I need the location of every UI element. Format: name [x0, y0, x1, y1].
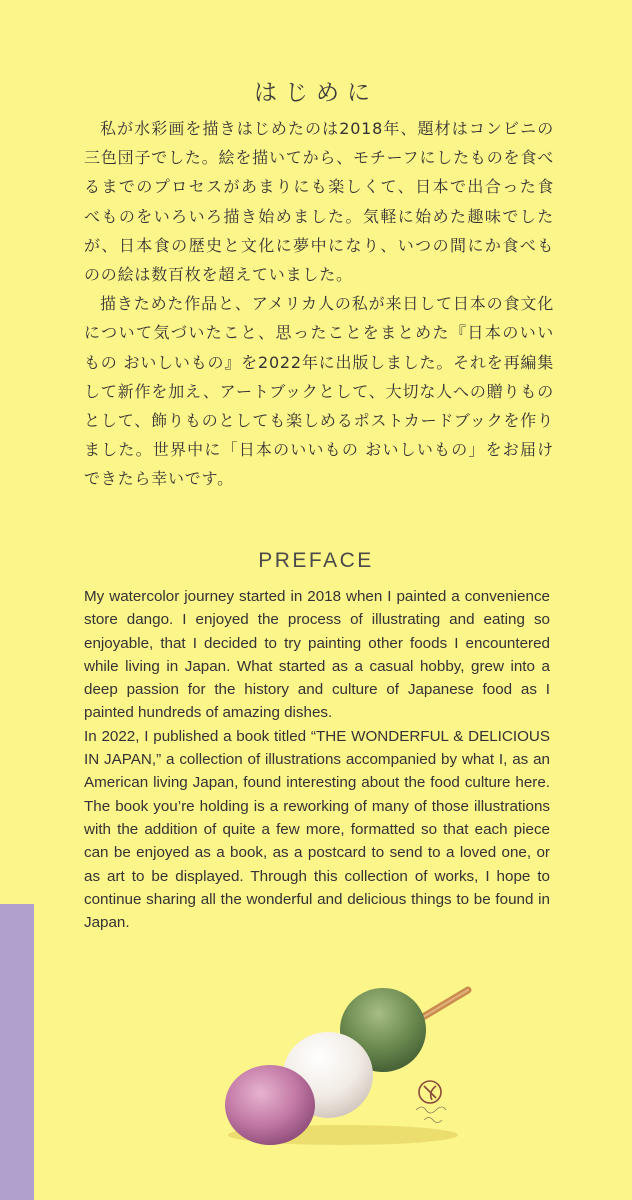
pink-dango	[225, 1065, 315, 1145]
japanese-body	[84, 114, 554, 494]
artist-stamp	[416, 1081, 446, 1123]
japanese-title: はじめに	[254, 80, 378, 106]
japanese-paragraph: 描きためた作品と、アメリカ人の私が来日して日本の食文化について気づいたこと、思ったことをまとめた『日本のいいもの おいしいもの』を2022年に出版しました。それを再編集して新作を加え、アートブックとして、大切な人への贈りものとして、飾りものとしても楽しめるポストカードブックを作りました。世界中に「日本のいいもの おいしいもの」をお届けできたら幸いです。	[84, 294, 554, 489]
japanese-paragraph: 私が水彩画を描きはじめたのは2018年、題材はコンビニの三色団子でした。絵を描いてから、モチーフにしたものを食べるまでのプロセスがあまりにも楽しくて、日本で出合った食べものをいろいろ描き始めました。気軽に始めた趣味でしたが、日本食の歴史と文化に夢中になり、いつの間にか食べものの絵は数百枚を超えていました。	[84, 119, 554, 285]
english-body	[84, 585, 550, 934]
english-paragraph: In 2022, I published a book titled “THE WONDERFUL & DELICIOUS IN JAPAN,” a collection of illustrations accompanied by what I, as an American living Japan, found interesting about the food culture here. The book you’re holding is a reworking of many of those illustrations with the addition of quite a few more, formatted so that each piece can be enjoyed as a book, as a postcard to send to a loved one, or as art to be displayed. Through this collection of works, I hope to continue sharing all the wonderful and delicious things to be found in Japan.	[84, 727, 550, 932]
dango-illustration	[218, 960, 508, 1150]
side-accent-bar	[0, 904, 34, 1200]
english-title: PREFACE	[258, 549, 374, 572]
english-paragraph: My watercolor journey started in 2018 when I painted a convenience store dango. I enjoyed the process of illustrating and eating so enjoyable, that I decided to try painting other foods I encountered while living in Japan. What started as a casual hobby, grew into a deep passion for the history and culture of Japanese food as I painted hundreds of amazing dishes.	[84, 588, 550, 722]
